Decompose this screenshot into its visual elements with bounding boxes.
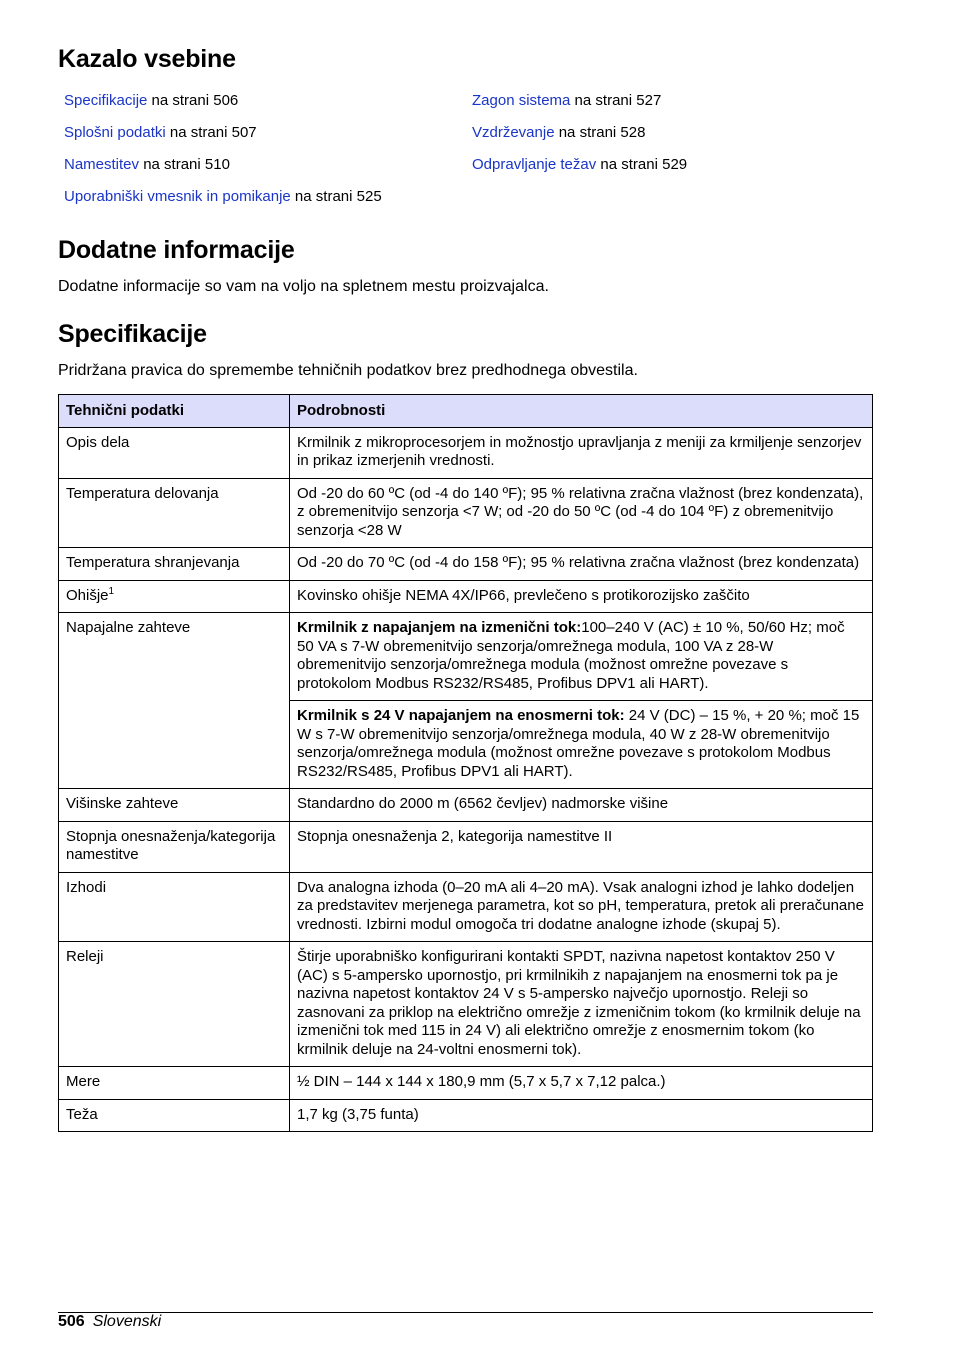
ac-heading: Krmilnik z napajanjem na izmenični tok: [297, 619, 582, 636]
toc-item [64, 90, 382, 122]
row-label: Releji [59, 942, 290, 1067]
table-row [59, 1099, 873, 1132]
spec-table-header [59, 395, 873, 428]
table-row [59, 789, 873, 822]
row-value: Krmilnik z mikroprocesorjem in možnostjo upravljanja z meniji za krmiljenje senzorjev in prikaz izmerjenih vrednosti. [290, 427, 873, 478]
table-row [59, 872, 873, 942]
row-value: Dva analogna izhoda (0–20 mA ali 4–20 mA). Vsak analogni izhod je lahko dodeljen za predstavitev merjenega parametra, kot so pH, temperatura, pretok ali preračunane vrednosti. Izbirni modul omogoča tri dodatne analogne izhode (skupaj 5). [290, 872, 873, 942]
info-paragraph: Dodatne informacije so vam na voljo na spletnem mestu proizvajalca. [58, 278, 549, 295]
table-row [59, 1067, 873, 1100]
footnote-marker: 1 [108, 585, 115, 597]
row-value: Kovinsko ohišje NEMA 4X/IP66, prevlečeno s protikorozijsko zaščito [290, 580, 873, 613]
toc-link-specifikacije[interactable]: Specifikacije [64, 92, 148, 109]
toc-link-odpravljanje-tezav[interactable]: Odpravljanje težav [472, 156, 597, 173]
toc-page-ref: na strani 506 [147, 92, 239, 109]
toc-item [472, 122, 687, 154]
row-label: Izhodi [59, 872, 290, 942]
toc-column-right [472, 90, 687, 186]
toc-page-ref: na strani 525 [290, 188, 382, 205]
row-label-text: Ohišje [66, 586, 109, 604]
toc-link-vzdrzevanje[interactable]: Vzdrževanje [472, 124, 555, 141]
toc-item [64, 186, 382, 218]
spec-section-title: Specifikacije [58, 320, 207, 348]
footer-language: Slovenski [92, 1313, 162, 1330]
row-label: Višinske zahteve [59, 789, 290, 822]
toc-item [472, 154, 687, 186]
toc-page-ref: na strani 527 [570, 92, 662, 109]
row-value: 1,7 kg (3,75 funta) [290, 1099, 873, 1132]
toc-item [64, 122, 382, 154]
row-value: Štirje uporabniško konfigurirani kontakti SPDT, nazivna napetost kontaktov 250 V (AC) s 5-ampersko upornostjo, pri krmilnikih z napajanjem na enosmerni tok pa je nazivna napetost kontaktov 24 V s 5-ampersko največjo upornostjo. Releji so zasnovani za priklop na električno omrežje z izmeničnim tokom (ko krmilnik deluje na izmenični tok med 115 in 24 V) ali električno omrežje z enosmernim tokom (ko krmilnik deluje na 24-voltni enosmerni tok). [290, 942, 873, 1067]
table-row [59, 580, 873, 613]
dc-heading: Krmilnik s 24 V napajanjem na enosmerni tok: [297, 707, 625, 724]
spec-table [58, 394, 873, 1132]
row-value: Od -20 do 60 ºC (od -4 do 140 ºF); 95 % relativna zračna vlažnost (brez kondenzata), z obremenitvijo senzorja <7 W; od -20 do 50 ºC (od -4 do 104 ºF) z obremenitvijo senzorja <28 W [290, 478, 873, 548]
row-value: Od -20 do 70 ºC (od -4 do 158 ºF); 95 % relativna zračna vlažnost (brez kondenzata) [290, 548, 873, 581]
row-value-ac [290, 613, 873, 701]
row-value-dc [290, 701, 873, 789]
toc-page-ref: na strani 510 [139, 156, 230, 173]
dc-text: 24 V (DC) – 15 %, + 20 %; moč 15 W s 7-W obremenitvijo senzorja/omrežnega modula, 40 W z 28-W obremenitvijo senzorja/omrežnega modula (možnost omrežne povezave s protokolom Modbus RS232/RS485, Profibus DPV1 ali HART). [297, 707, 860, 780]
toc-title: Kazalo vsebine [58, 45, 236, 73]
toc-link-uporabniski-vmesnik[interactable]: Uporabniški vmesnik in pomikanje [64, 188, 291, 205]
table-row [59, 613, 873, 701]
table-row [59, 478, 873, 548]
toc-column-left [64, 90, 382, 218]
toc-page-ref: na strani 507 [165, 124, 257, 141]
table-row [59, 821, 873, 872]
page-footer [58, 1312, 161, 1332]
table-row [59, 427, 873, 478]
row-label: Teža [59, 1099, 290, 1132]
row-label: Mere [59, 1067, 290, 1100]
row-value: Standardno do 2000 m (6562 čevljev) nadmorske višine [290, 789, 873, 822]
table-row [59, 548, 873, 581]
row-label: Temperatura delovanja [59, 478, 290, 548]
footer-divider [58, 1312, 873, 1313]
header-podrobnosti: Podrobnosti [290, 395, 873, 428]
toc-item [64, 154, 382, 186]
row-value: Stopnja onesnaženja 2, kategorija namestitve II [290, 821, 873, 872]
row-label: Napajalne zahteve [59, 613, 290, 789]
header-tehnicni-podatki: Tehnični podatki [59, 395, 290, 428]
toc-link-zagon-sistema[interactable]: Zagon sistema [472, 92, 571, 109]
row-label: Stopnja onesnaženja/kategorija namestitve [59, 821, 290, 872]
row-label: Temperatura shranjevanja [59, 548, 290, 581]
toc-page-ref: na strani 529 [596, 156, 688, 173]
row-label [59, 580, 290, 613]
page-number: 506 [58, 1313, 85, 1330]
table-row [59, 942, 873, 1067]
toc-link-namestitev[interactable]: Namestitev [64, 156, 140, 173]
info-section-title: Dodatne informacije [58, 236, 295, 264]
toc-link-splosni-podatki[interactable]: Splošni podatki [64, 124, 166, 141]
toc-page-ref: na strani 528 [554, 124, 646, 141]
ac-text: 100–240 V (AC) ± 10 %, 50/60 Hz; moč 50 VA s 7-W obremenitvijo senzorja/omrežnega modula, 100 VA z 28-W obremenitvijo senzorja/omrežnega modula (možnost omrežne povezave s protokolom Modbus RS232/RS485, Profibus DPV1 ali HART). [297, 619, 845, 692]
row-label: Opis dela [59, 427, 290, 478]
row-value: ½ DIN – 144 x 144 x 180,9 mm (5,7 x 5,7 x 7,12 palca.) [290, 1067, 873, 1100]
toc-item [472, 90, 687, 122]
spec-intro-paragraph: Pridržana pravica do spremembe tehničnih podatkov brez predhodnega obvestila. [58, 362, 638, 379]
